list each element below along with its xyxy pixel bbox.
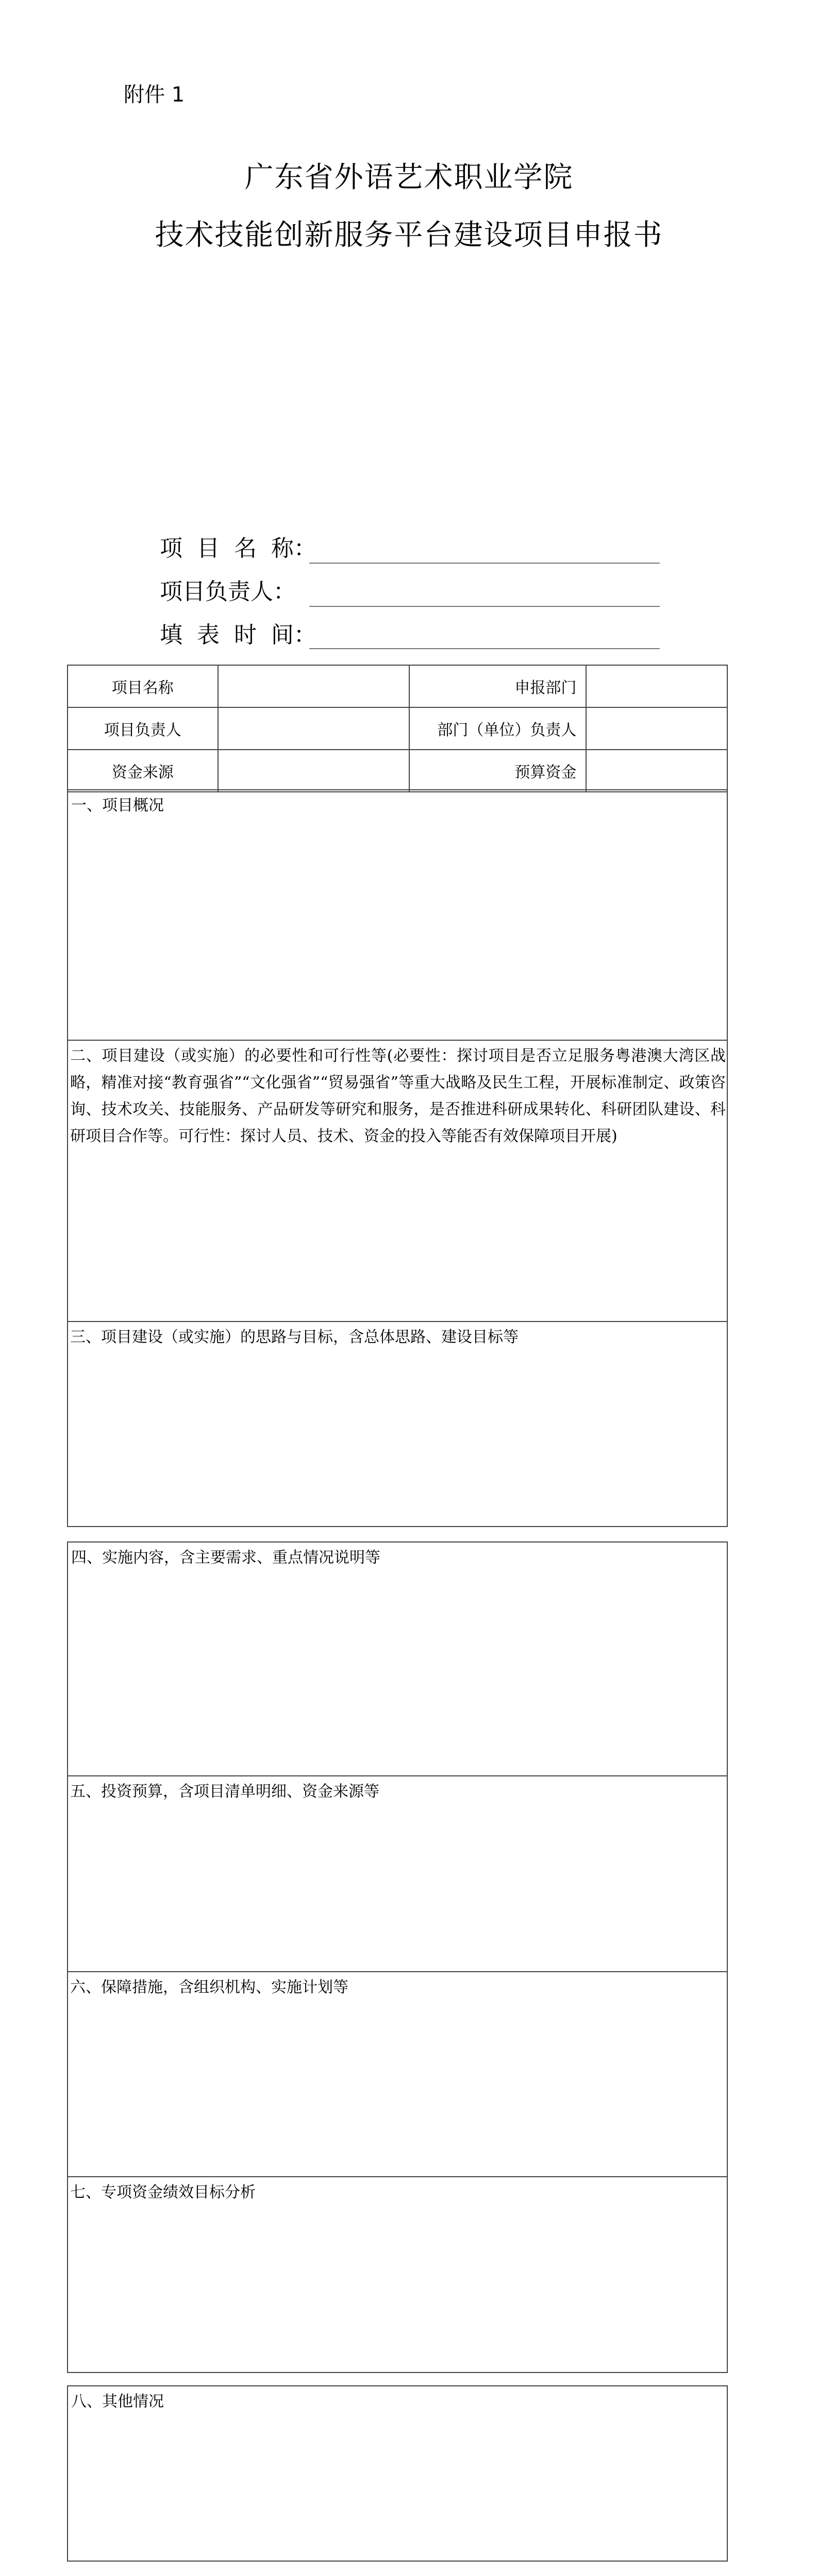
- attachment-label: 附件 1: [124, 83, 185, 107]
- section-3-text: 三、项目建设（或实施）的思路与目标，含总体思路、建设目标等: [70, 1328, 519, 1346]
- project-leader-label: 项目负责人：: [160, 579, 296, 605]
- section-4-content[interactable]: 四、实施内容，含主要需求、重点情况说明等: [71, 1549, 380, 1567]
- department-cell-label: 申报部门: [409, 665, 587, 707]
- project-name-cell-label: 项目名称: [68, 665, 218, 707]
- section-7-performance[interactable]: [67, 2176, 728, 2206]
- section-6-text: 六、保障措施，含组织机构、实施计划等: [70, 1978, 348, 1996]
- section-1-overview[interactable]: 一、项目概况: [71, 796, 164, 815]
- table-row: [68, 665, 727, 707]
- department-cell-value[interactable]: [586, 665, 727, 707]
- budget-cell-label: 预算资金: [409, 750, 587, 792]
- section-5-text: 五、投资预算，含项目清单明细、资金来源等: [70, 1783, 379, 1801]
- dept-head-cell-value[interactable]: [586, 707, 727, 750]
- page-title-institution: 广东省外语艺术职业学院: [244, 161, 574, 194]
- table-row: [68, 750, 727, 792]
- page-title-form: 技术技能创新服务平台建设项目申报书: [155, 218, 663, 252]
- section-5-budget[interactable]: [67, 1775, 728, 1805]
- section-box-2: [67, 1541, 728, 2373]
- leader-cell-label: 项目负责人: [68, 707, 218, 750]
- funding-source-cell-value[interactable]: [218, 750, 409, 792]
- section-box-1: [67, 789, 728, 1527]
- table-row: [68, 707, 727, 750]
- leader-cell-value[interactable]: [218, 707, 409, 750]
- budget-cell-value[interactable]: [586, 750, 727, 792]
- section-2-necessity[interactable]: [67, 1040, 728, 1150]
- section-box-3: [67, 2385, 728, 2562]
- project-info-table: [67, 665, 728, 792]
- section-7-text: 七、专项资金绩效目标分析: [70, 2183, 256, 2201]
- project-name-line[interactable]: [309, 563, 660, 564]
- section-8-other[interactable]: 八、其他情况: [71, 2393, 164, 2411]
- project-name-cell-value[interactable]: [218, 665, 409, 707]
- fill-date-label: 填 表 时 间：: [160, 622, 316, 648]
- project-name-label: 项 目 名 称：: [160, 535, 316, 562]
- fill-date-line[interactable]: [309, 648, 660, 649]
- section-2-text: 二、项目建设（或实施）的必要性和可行性等(必要性：探讨项目是否立足服务粤港澳大湾区战略，精准对接“教育强省”“文化强省”“贸易强省”等重大战略及民生工程，开展标准制定、政策咨询、技术攻关、技能服务、产品研发等研究和服务，是否推进科研成果转化、科研团队建设、科研项目合作等。可行性：探讨人员、技术、资金的投入等能否有效保障项目开展): [70, 1047, 726, 1145]
- dept-head-cell-label: 部门（单位）负责人: [409, 707, 587, 750]
- section-6-safeguards[interactable]: [67, 1971, 728, 2001]
- funding-source-cell-label: 资金来源: [68, 750, 218, 792]
- section-3-plan-goals[interactable]: [67, 1321, 728, 1351]
- project-leader-line[interactable]: [309, 606, 660, 607]
